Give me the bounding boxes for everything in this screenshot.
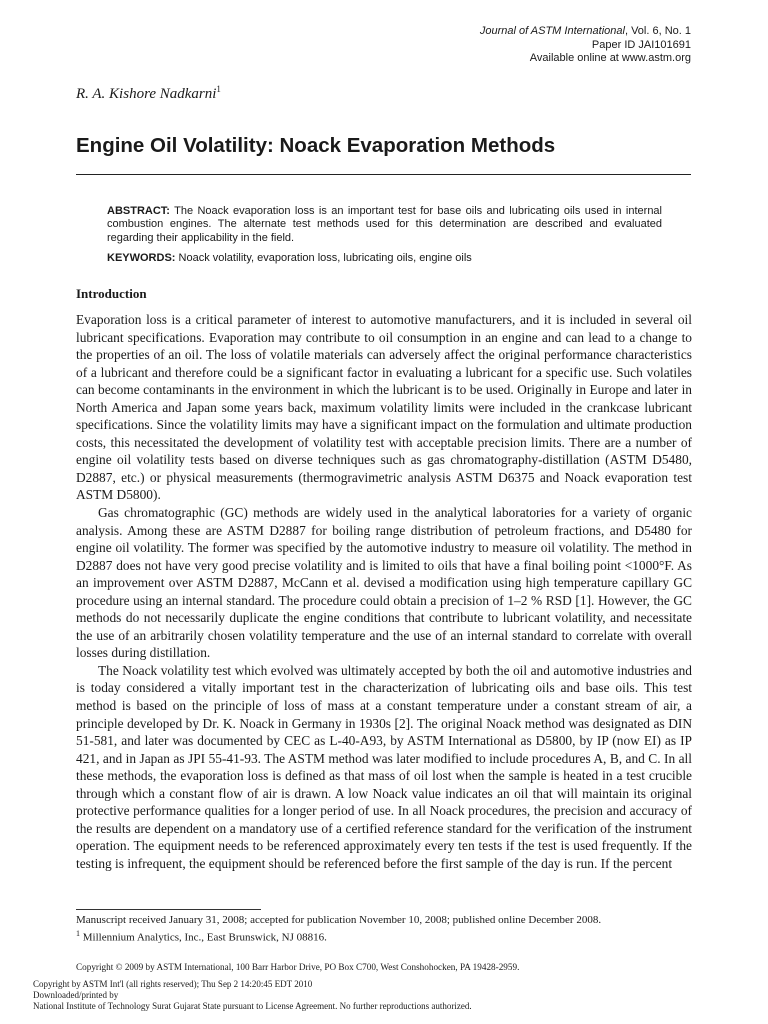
- section-heading: Introduction: [76, 286, 147, 301]
- title-rule: [76, 174, 691, 175]
- author-footnote-mark: 1: [216, 84, 221, 94]
- paragraph-2: Gas chromatographic (GC) methods are widely used in the analytical laboratories for a variety of organic analysis. Among these are ASTM D2887 for boiling range distribution of petroleum fractions, and D5480 for engine oil volatility. The former was specified by the automotive industry to measure oil volatility. The method in D2887 does not have very good precise volatility and is limited to oils that have a final boiling point <1000°F. As an improvement over ASTM D2887, McCann et al. devised a modification using high temperature capillary GC procedure using an internal standard. The procedure could obtain a precision of 1–2 % RSD [1]. However, the GC methods do not necessarily duplicate the engine conditions that contribute to lubricant volatility, and necessitate the use of an arbitrarily chosen volatility temperature and the use of an internal standard to correlate with overall losses during distillation.: [76, 505, 692, 661]
- author-name: R. A. Kishore Nadkarni: [76, 86, 217, 102]
- journal-volume: , Vol. 6, No. 1: [624, 25, 691, 37]
- download-line-1: Copyright by ASTM Int'l (all rights reserved); Thu Sep 2 14:20:45 EDT 2010: [33, 979, 313, 989]
- body-text: [76, 311, 692, 873]
- abstract-text: The Noack evaporation loss is an important test for base oils and lubricating oils used in internal combustion engines. The alternate test methods used for this determination are described and evaluated regarding their applicability in the field.: [107, 205, 662, 244]
- affiliation-note: [76, 927, 696, 945]
- abstract-label: ABSTRACT:: [107, 205, 170, 217]
- affiliation-mark: 1: [76, 929, 80, 938]
- keywords: [107, 252, 662, 265]
- journal-citation: [480, 25, 691, 39]
- download-notice: [33, 979, 472, 1013]
- download-line-2: Downloaded/printed by: [33, 990, 119, 1001]
- journal-header: [480, 25, 691, 66]
- copyright-line: Copyright © 2009 by ASTM International, 100 Barr Harbor Drive, PO Box C700, West Conshohocken, PA 19428-2959.: [76, 962, 520, 972]
- footnotes: [76, 913, 696, 945]
- paragraph-3: The Noack volatility test which evolved was ultimately accepted by both the oil and automotive industries and is today considered a vitally important test in the characterization of lubricating oils and base oils. This test method is based on the principle of loss of mass at a constant temperature under a constant stream of air, a principle developed by Dr. K. Noack in Germany in 1930s [2]. The original Noack method was designated as DIN 51-581, and later was documented by CEC as L-40-A93, by ASTM International as D5800, by IP (now EI) as IP 421, and in Japan as JPI 55-41-93. The ASTM method was later modified to include procedures A, B, and C. In all these methods, the evaporation loss is defined as that mass of oil lost when the sample is heated in a test crucible through which a constant flow of air is drawn. A low Noack value indicates an oil that will maintain its original protective performance qualities for a longer period of use. In all Noack procedures, the precision and accuracy of the results are dependent on a mandatory use of a certified reference standard for the verification of the instrument operation. The equipment needs to be referenced approximately every ten tests if the test is used frequently. If the testing is infrequent, the equipment should be referenced before the first sample of the day is run. If the percent: [76, 662, 692, 871]
- download-line-3: National Institute of Technology Surat Gujarat State pursuant to License Agreement. No further reproductions authorized.: [33, 1001, 472, 1012]
- author-line: [76, 84, 221, 103]
- footnote-rule: [76, 909, 261, 910]
- abstract: [107, 205, 662, 245]
- affiliation-text: Millennium Analytics, Inc., East Brunswick, NJ 08816.: [80, 931, 327, 944]
- keywords-label: KEYWORDS:: [107, 252, 176, 264]
- journal-name: Journal of ASTM International: [479, 25, 625, 37]
- keywords-text: Noack volatility, evaporation loss, lubricating oils, engine oils: [175, 252, 472, 264]
- paragraph-1: Evaporation loss is a critical parameter of interest to automotive manufacturers, and it is included in several oil lubricant specifications. Evaporation may contribute to oil consumption in an engine and can lead to a change to the properties of an oil. The loss of volatile materials can adversely affect the original performance characteristics of a lubricant and therefore could be a significant factor in evaluating a lubricant for a specific use. Such volatiles can become contaminants in the environment in which the lubricant is to be used. Originally in Europe and later in North America and Japan some years back, maximum volatility limits were included in the crankcase lubricant specifications. Since the volatility limits may have a significant impact on the formulation and ultimate production costs, this necessitated the development of volatility test with acceptable precision limits. There are a number of engine oil volatility tests based on diverse techniques such as gas chromatography-distillation (ASTM D5480, D2887, etc.) or physical measurements (thermogravimetric analysis ASTM D6375 and Noack evaporation test ASTM D5800).: [76, 312, 692, 503]
- manuscript-note: Manuscript received January 31, 2008; accepted for publication November 10, 2008; published online December 2008.: [76, 914, 602, 926]
- availability-note: Available online at www.astm.org: [529, 52, 691, 64]
- paper-title: Engine Oil Volatility: Noack Evaporation Methods: [76, 134, 556, 157]
- paper-id: Paper ID JAI101691: [591, 38, 691, 51]
